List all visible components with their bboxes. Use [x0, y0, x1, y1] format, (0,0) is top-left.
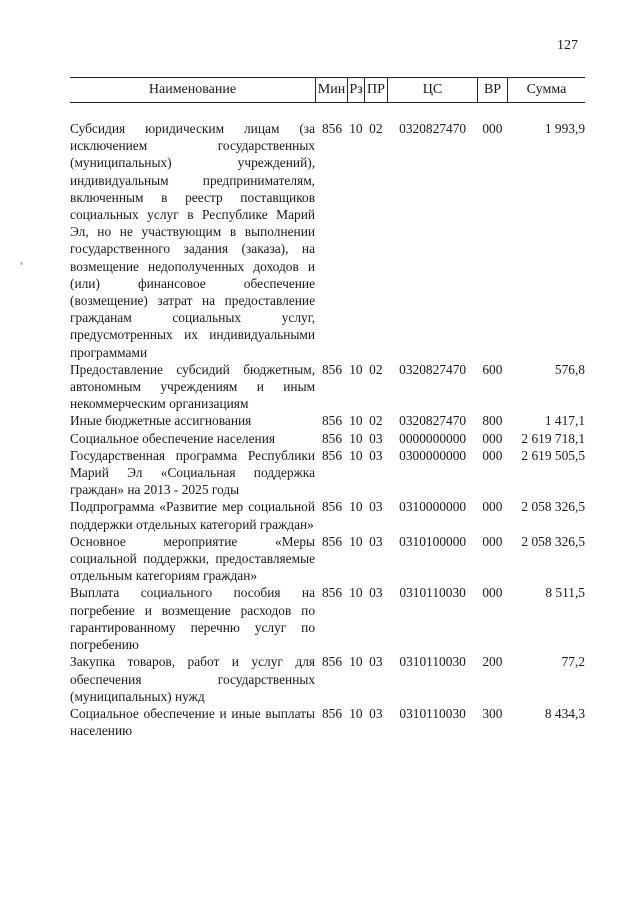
- header-rz: Рз: [347, 78, 364, 102]
- row-rz: 10: [349, 361, 363, 377]
- row-rz: 10: [349, 533, 363, 549]
- row-vr: 000: [482, 430, 503, 446]
- row-sum: 2 058 326,5: [521, 499, 586, 515]
- scan-speck: [20, 262, 23, 265]
- row-name: Основное мероприятие «Меры социальной поддержки, предоставляемые отдельным категориям граждан»: [70, 533, 316, 584]
- row-sum: 1 993,9: [544, 121, 586, 136]
- row-pr: 02: [369, 413, 383, 429]
- row-vr: 800: [482, 413, 503, 429]
- table-row: [70, 447, 585, 499]
- row-pr: 03: [369, 654, 383, 670]
- row-cs: 0320827470: [399, 413, 467, 429]
- row-rz: 10: [349, 585, 363, 601]
- row-name: Выплата социального пособия на погребение и возмещение расходов по гарантированному перечню услуг по погребению: [70, 585, 316, 653]
- row-min: 856: [321, 361, 343, 377]
- row-vr: 000: [482, 585, 503, 601]
- row-sum: 8 511,5: [545, 585, 586, 601]
- table-row: [70, 584, 585, 653]
- table-header: [70, 78, 585, 102]
- header-name: Наименование: [148, 82, 237, 97]
- table-row: [70, 120, 585, 361]
- row-pr: 02: [369, 121, 383, 136]
- row-min: 856: [321, 413, 343, 429]
- table-row: [70, 653, 585, 705]
- row-min: 856: [321, 499, 343, 515]
- row-cs: 0310110030: [399, 705, 466, 721]
- row-rz: 10: [349, 705, 363, 721]
- row-vr: 000: [482, 121, 503, 136]
- header-sum: Сумма: [507, 78, 585, 102]
- page-number: 127: [557, 38, 578, 53]
- row-vr: 000: [482, 499, 503, 515]
- table-row: [70, 412, 585, 429]
- budget-table-body: [70, 120, 585, 739]
- row-min: 856: [321, 654, 343, 670]
- table-row: [70, 533, 585, 585]
- row-pr: 03: [369, 430, 383, 446]
- row-min: 856: [321, 447, 343, 463]
- row-cs: 0320827470: [399, 121, 467, 136]
- row-min: 856: [321, 430, 343, 446]
- row-rz: 10: [349, 654, 363, 670]
- row-cs: 0000000000: [399, 430, 467, 446]
- header-min: Мин: [315, 78, 347, 102]
- row-name: Закупка товаров, работ и услуг для обеспечения государственных (муниципальных) нужд: [70, 654, 316, 704]
- row-vr: 200: [482, 654, 503, 670]
- row-cs: 0310100000: [399, 533, 467, 549]
- row-vr: 000: [482, 447, 503, 463]
- row-min: 856: [321, 585, 343, 601]
- row-pr: 03: [369, 533, 383, 549]
- table-row: [70, 705, 585, 739]
- row-sum: 77,2: [561, 654, 586, 670]
- table-row: [70, 361, 585, 413]
- header-cs: ЦС: [387, 78, 477, 102]
- row-sum: 2 619 718,1: [521, 430, 586, 446]
- row-sum: 2 619 505,5: [521, 447, 586, 463]
- row-rz: 10: [349, 430, 363, 446]
- row-vr: 300: [482, 705, 503, 721]
- row-name: Субсидия юридическим лицам (за исключением государственных (муниципальных) учреждений), индивидуальным предпринимателям, включенным в реестр поставщиков социальных услуг в Республике Марий Эл, но не участвующим в выполнении государственного задания (заказа), на возмещение недополученных доходов и (или) финансовое обеспечение (возмещение) затрат на предоставление гражданам социальных услуг, предусмотренных их индивидуальными программами: [70, 121, 316, 360]
- row-name: Иные бюджетные ассигнования: [70, 413, 252, 429]
- row-name: Социальное обеспечение населения: [70, 430, 276, 446]
- row-cs: 0300000000: [399, 447, 467, 463]
- row-name: Подпрограмма «Развитие мер социальной поддержки отдельных категорий граждан»: [70, 499, 316, 532]
- row-sum: 1 417,1: [544, 413, 586, 429]
- row-rz: 10: [349, 121, 363, 136]
- header-pr: ПР: [364, 78, 387, 102]
- row-pr: 03: [369, 585, 383, 601]
- row-min: 856: [321, 121, 343, 136]
- row-rz: 10: [349, 447, 363, 463]
- row-vr: 600: [482, 361, 503, 377]
- row-cs: 0310000000: [399, 499, 467, 515]
- row-pr: 03: [369, 447, 383, 463]
- row-name: Социальное обеспечение и иные выплаты населению: [70, 705, 316, 739]
- row-min: 856: [321, 705, 343, 721]
- row-rz: 10: [349, 499, 363, 515]
- row-name: Государственная программа Республики Марий Эл «Социальная поддержка граждан» на 2013 - 2025 годы: [70, 447, 316, 498]
- row-sum: 2 058 326,5: [521, 533, 586, 549]
- row-name: Предоставление субсидий бюджетным, автономным учреждениям и иным некоммерческим организациям: [70, 361, 316, 412]
- row-min: 856: [321, 533, 343, 549]
- row-pr: 02: [369, 361, 383, 377]
- header-bottom-rule: [70, 102, 585, 103]
- table-row: [70, 430, 585, 447]
- row-cs: 0310110030: [399, 654, 466, 670]
- row-cs: 0320827470: [399, 361, 467, 377]
- row-cs: 0310110030: [399, 585, 466, 601]
- row-sum: 8 434,3: [544, 705, 586, 721]
- row-vr: 000: [482, 533, 503, 549]
- row-rz: 10: [349, 413, 363, 429]
- row-pr: 03: [369, 705, 383, 721]
- header-vr: ВР: [477, 78, 507, 102]
- row-pr: 03: [369, 499, 383, 515]
- table-row: [70, 498, 585, 532]
- row-sum: 576,8: [554, 361, 586, 377]
